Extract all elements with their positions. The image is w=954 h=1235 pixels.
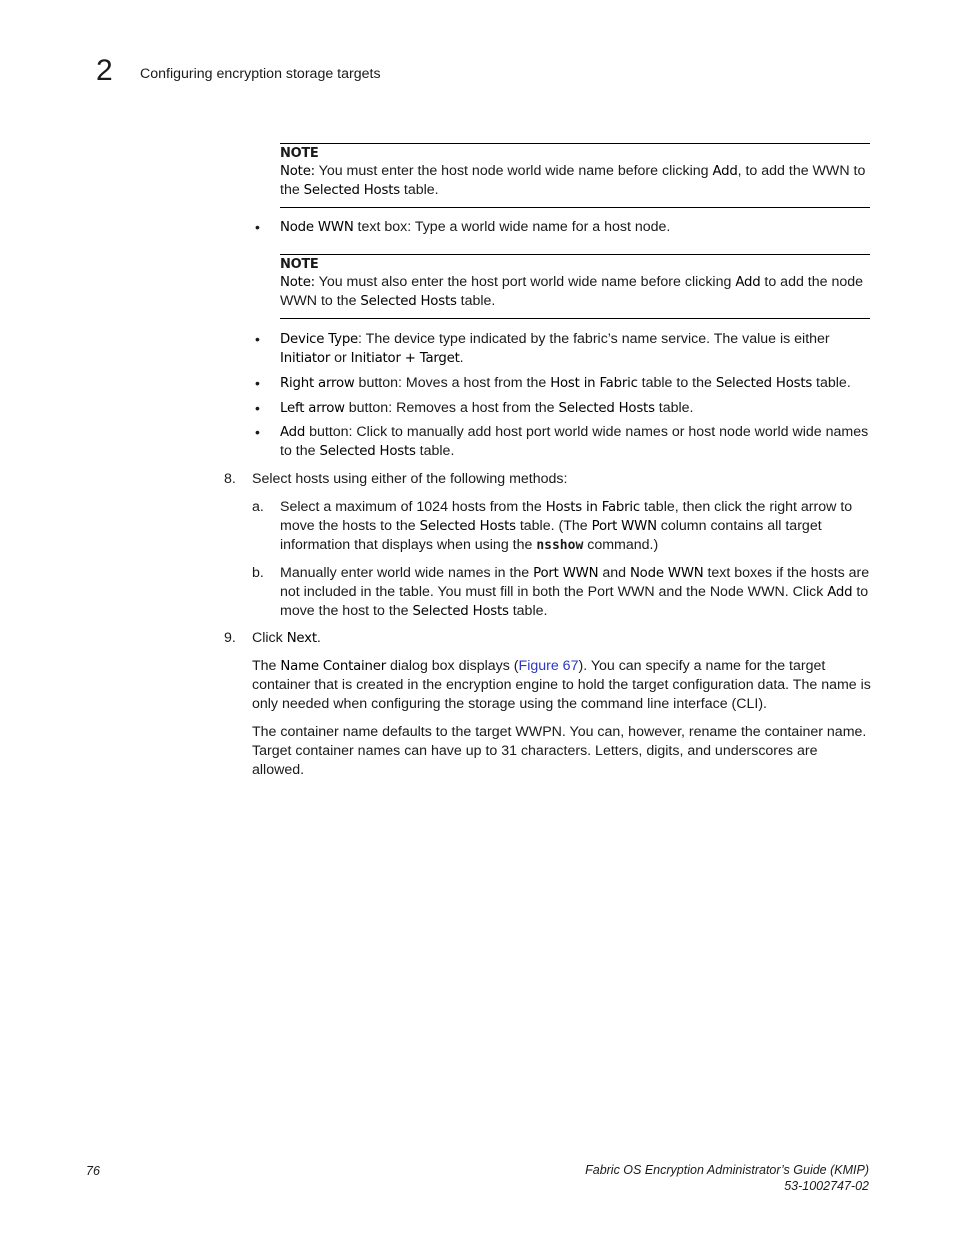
ui-term-selected-hosts: Selected Hosts — [558, 401, 655, 416]
ui-term-device-type: Device Type — [280, 332, 359, 347]
step-number: 9. — [224, 630, 236, 646]
paragraph-name-container — [252, 657, 872, 714]
note-body — [280, 273, 870, 318]
list-item-text: button: Click to manually add host port world wide names or host node world wide names to the — [280, 424, 869, 459]
ui-term-next: Next — [286, 631, 317, 646]
ui-term-port-wwn: Port WWN — [533, 566, 599, 581]
ui-term-right-arrow: Right arrow — [280, 376, 355, 391]
note-text: table. — [456, 293, 496, 309]
list-item-text: . — [459, 350, 464, 366]
ui-term-hosts-in-fabric: Hosts in Fabric — [545, 500, 641, 515]
step-text: text boxes if the hosts are not included in the table. You must fill in both the Port WWN and the Node WWN. Click — [280, 565, 870, 600]
note-label: Note: — [280, 164, 315, 179]
list-item-text: table to the — [637, 375, 716, 391]
list-item-text: text box: Type a world wide name for a host node. — [353, 219, 671, 235]
footer-doc-number: 53-1002747-02 — [784, 1179, 869, 1193]
page-number: 76 — [86, 1164, 100, 1178]
note-box-host-node — [280, 143, 870, 208]
note-label: Note: — [280, 275, 315, 290]
note-text: You must enter the host node world wide name before clicking — [314, 163, 713, 179]
step-text: table. — [508, 603, 548, 619]
note-body — [280, 162, 870, 207]
step-text: Select a maximum of 1024 hosts from the — [280, 499, 546, 515]
ui-term-node-wwn: Node WWN — [629, 566, 704, 581]
command-nsshow: nsshow — [536, 538, 584, 553]
step-letter: a. — [252, 499, 264, 515]
note-title: NOTE — [280, 146, 319, 161]
list-item-node-wwn — [255, 218, 872, 237]
note-text: to add the node WWN to the — [280, 274, 864, 309]
bullet-icon: • — [255, 219, 260, 235]
step-8a — [252, 498, 872, 555]
ui-term-initiator: Initiator — [280, 351, 331, 366]
ui-term-port-wwn: Port WWN — [591, 519, 657, 534]
note-text: , to add the WWN to the — [280, 163, 866, 198]
list-item-text: or — [330, 350, 351, 366]
step-number: 8. — [224, 471, 236, 487]
ui-term-selected-hosts: Selected Hosts — [303, 183, 400, 198]
bullet-icon: • — [255, 331, 260, 347]
step-letter: b. — [252, 565, 264, 581]
step-text: Click — [252, 630, 287, 646]
chapter-title: Configuring encryption storage targets — [140, 66, 381, 82]
list-item-text: table. — [654, 400, 694, 416]
step-text: and — [598, 565, 630, 581]
ui-term-left-arrow: Left arrow — [280, 401, 345, 416]
step-text: command.) — [583, 537, 659, 553]
paragraph-text: ). You can specify a name for the target container that is created in the encryption engine to hold the target configuration data. The name is only needed when configuring the storage using the command line interface (CLI). — [252, 658, 871, 712]
step-8b — [252, 564, 872, 621]
step-text: table, then click the right arrow to move the hosts to the — [280, 499, 853, 534]
note-text: table. — [399, 182, 439, 198]
ui-term-host-in-fabric: Host in Fabric — [550, 376, 638, 391]
bullet-icon: • — [255, 424, 260, 440]
ui-term-add: Add — [712, 164, 738, 179]
bullet-icon: • — [255, 375, 260, 391]
ui-term-add: Add — [827, 585, 853, 600]
step-8 — [224, 470, 872, 489]
step-text: Manually enter world wide names in the — [280, 565, 534, 581]
ui-term-selected-hosts: Selected Hosts — [360, 294, 457, 309]
paragraph-text: The — [252, 658, 281, 674]
footer-doc-title: Fabric OS Encryption Administrator’s Guide (KMIP) — [585, 1163, 869, 1177]
note-title: NOTE — [280, 257, 319, 272]
ui-term-selected-hosts: Selected Hosts — [412, 604, 509, 619]
ui-term-name-container: Name Container — [280, 659, 387, 674]
list-item-add — [255, 423, 872, 461]
list-item-text: : The device type indicated by the fabric’s name service. The value is either — [358, 331, 830, 347]
ui-term-selected-hosts: Selected Hosts — [419, 519, 516, 534]
step-text: table. (The — [515, 518, 592, 534]
list-item-left-arrow — [255, 399, 872, 418]
step-text: . — [316, 630, 321, 646]
list-item-device-type — [255, 330, 872, 368]
step-text: Select hosts using either of the following methods: — [252, 471, 568, 487]
figure-67-link[interactable]: Figure 67 — [518, 658, 579, 674]
note-text: You must also enter the host port world wide name before clicking — [314, 274, 736, 290]
footer-doc-info — [585, 1162, 869, 1194]
bullet-icon: • — [255, 400, 260, 416]
list-item-text: button: Removes a host from the — [344, 400, 559, 416]
ui-term-add: Add — [735, 275, 761, 290]
chapter-number: 2 — [96, 54, 113, 87]
ui-term-selected-hosts: Selected Hosts — [715, 376, 813, 391]
step-9 — [224, 629, 872, 648]
ui-term-node-wwn: Node WWN — [280, 220, 354, 235]
list-item-text: button: Moves a host from the — [354, 375, 551, 391]
step-text: to move the host to the — [280, 584, 869, 619]
step-text: column contains all target information that displays when using the — [280, 518, 822, 553]
ui-term-add: Add — [280, 425, 306, 440]
ui-term-selected-hosts: Selected Hosts — [319, 444, 416, 459]
list-item-text: table. — [415, 443, 455, 459]
paragraph-text: dialog box displays ( — [386, 658, 519, 674]
list-item-text: table. — [812, 375, 851, 391]
list-item-right-arrow — [255, 374, 880, 393]
ui-term-initiator-target: Initiator + Target — [350, 351, 460, 366]
paragraph-container-name: The container name defaults to the target WWPN. You can, however, rename the container name. Target container names can have up to 31 characters. Letters, digits, and underscores are allowed. — [252, 724, 867, 778]
note-box-host-port — [280, 254, 870, 319]
